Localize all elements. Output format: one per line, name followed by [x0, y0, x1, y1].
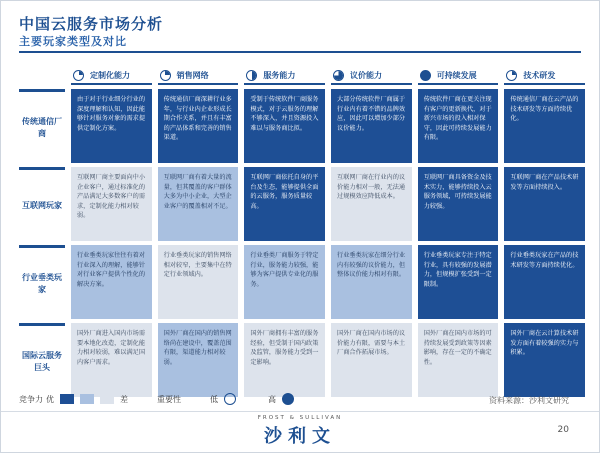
quarter-circle-icon — [160, 70, 171, 81]
half-circle-icon — [246, 70, 257, 81]
three-quarter-circle-icon — [333, 70, 344, 81]
matrix-cell: 受制于传统软件厂商服务模式，对于云服务的理解不够深入，并且资源投入难以与服务商比拟。 — [244, 89, 325, 163]
title-divider — [19, 51, 581, 53]
matrix-cell: 行业垂类玩家在产品的技术研发等方面持续优化。 — [504, 245, 585, 319]
matrix-cell: 传统通信厂商深耕行业多年，与行业内企业形成长期合作关系，并且有丰富的产品体系和完善的销售渠道。 — [158, 89, 239, 163]
matrix-cell: 国外厂商拥有丰富的服务经验，但受制于国内政策及监管，服务能力受到一定影响。 — [244, 323, 325, 397]
matrix-cell: 互联网厂商在行业内的议价能力相对一般，无法通过规模效应降低成本。 — [331, 167, 412, 241]
legend-competitiveness-label: 竞争力 — [19, 394, 43, 404]
matrix-cell: 国外厂商在国内市场的议价能力有限，需要与本土厂商合作拓展市场。 — [331, 323, 412, 397]
column-header-label: 可持续发展 — [436, 70, 477, 80]
legend-swatch-light — [100, 394, 114, 404]
column-header-row — [71, 67, 585, 85]
column-header-label: 定制化能力 — [90, 70, 130, 80]
matrix-cell: 互联网厂商依托自身的平台及生态，能够提供全面的云服务，服务质量较高。 — [244, 167, 325, 241]
matrix-cell: 互联网厂商在产品技术研发等方面持续投入。 — [504, 167, 585, 241]
matrix-cell: 行业垂类玩家往往有着对行业深入的理解，能够针对行业客户提供个性化的解决方案。 — [71, 245, 152, 319]
matrix-cell: 国外厂商在云计算技术研发方面有着较强的实力与积累。 — [504, 323, 585, 397]
matrix-cell: 行业垂类玩家专注于特定行业，具有较强的发展潜力，但规模扩张受到一定限制。 — [418, 245, 499, 319]
column-header-label: 销售网络 — [176, 70, 209, 80]
quarter-circle-icon — [506, 70, 517, 81]
matrix-row — [19, 245, 585, 319]
matrix-row — [19, 167, 585, 241]
matrix-cell: 互联网厂商具备资金及技术实力，能够持续投入云服务领域，可持续发展能力较强。 — [418, 167, 499, 241]
row-label: 互联网玩家 — [19, 167, 65, 241]
page-subtitle: 主要玩家类型及对比 — [19, 35, 127, 48]
matrix-cell: 传统通信厂商在云产品的技术研发等方面持续优化。 — [504, 89, 585, 163]
column-header — [71, 67, 152, 85]
column-header — [331, 67, 412, 85]
legend-swatch-mid — [80, 394, 94, 404]
legend-importance-label: 重要性 — [157, 394, 181, 404]
column-header-label: 技术研发 — [523, 70, 556, 80]
legend-low-label: 差 — [120, 394, 128, 404]
page-title: 中国云服务市场分析 — [19, 15, 164, 33]
row-label: 国际云服务巨头 — [19, 323, 65, 397]
row-label: 行业垂类玩家 — [19, 245, 65, 319]
brand-logo: 沙利文 — [264, 426, 336, 447]
matrix-cell: 大部分传统软件厂商属于行业内有着不错的品牌效应，因此可以增加少部分议价能力。 — [331, 89, 412, 163]
column-header — [244, 67, 325, 85]
legend-importance-high: 高 — [268, 394, 276, 404]
full-circle-icon — [282, 393, 294, 405]
page-number: 20 — [557, 425, 569, 435]
source-note: 资料来源：沙利文研究 — [489, 396, 569, 405]
matrix-cell: 国外厂商在国内的销售网络尚在建设中，覆盖范围有限，渠道能力相对较弱。 — [158, 323, 239, 397]
column-header — [504, 67, 585, 85]
matrix-row — [19, 89, 585, 163]
matrix-cell: 行业垂类厂商服务于特定行业，服务能力较强，能够为客户提供专业化的服务。 — [244, 245, 325, 319]
legend-swatch-dark — [60, 394, 74, 404]
matrix-cell: 互联网厂商有着大量的流量，但其覆盖的客户群体大多为中小企业，大型企业客户的覆盖相对不足。 — [158, 167, 239, 241]
matrix-row — [19, 323, 585, 397]
matrix-body — [19, 89, 585, 397]
comparison-matrix — [19, 67, 585, 397]
legend-high-label: 优 — [46, 394, 54, 404]
quarter-circle-icon — [73, 70, 84, 81]
matrix-cell: 行业垂类玩家在细分行业内有较强的议价能力，但整体议价能力相对有限。 — [331, 245, 412, 319]
column-header — [158, 67, 239, 85]
legend-importance-low: 低 — [210, 394, 218, 404]
matrix-cell: 国外厂商在国内市场的可持续发展受到政策等因素影响，存在一定的不确定性。 — [418, 323, 499, 397]
brand-english: FROST & SULLIVAN — [257, 415, 343, 421]
matrix-cell: 由于对于行业细分行业的深度理解和认知，因此能够针对服务对象的需求提供定制化方案。 — [71, 89, 152, 163]
matrix-cell: 传统软件厂商在更关注现有客户的更新换代，对于新兴市场的投入相对保守，因此可持续发展能力有限。 — [418, 89, 499, 163]
full-circle-icon — [420, 70, 431, 81]
column-header — [418, 67, 499, 85]
matrix-cell: 国外厂商进入国内市场需要本地化改造，定制化能力相对较弱，难以满足国内客户需求。 — [71, 323, 152, 397]
empty-circle-icon — [224, 393, 236, 405]
footer-divider — [1, 411, 599, 412]
matrix-cell: 行业垂类玩家的销售网络相对较窄，主要集中在特定行业领域内。 — [158, 245, 239, 319]
legend — [19, 393, 297, 405]
matrix-cell: 互联网厂商主要面向中小企业客户，通过标准化的产品满足大多数客户的需求，定制化能力相对较弱。 — [71, 167, 152, 241]
column-header-label: 服务能力 — [263, 70, 296, 80]
column-header-label: 议价能力 — [350, 70, 383, 80]
row-label: 传统通信厂商 — [19, 89, 65, 163]
